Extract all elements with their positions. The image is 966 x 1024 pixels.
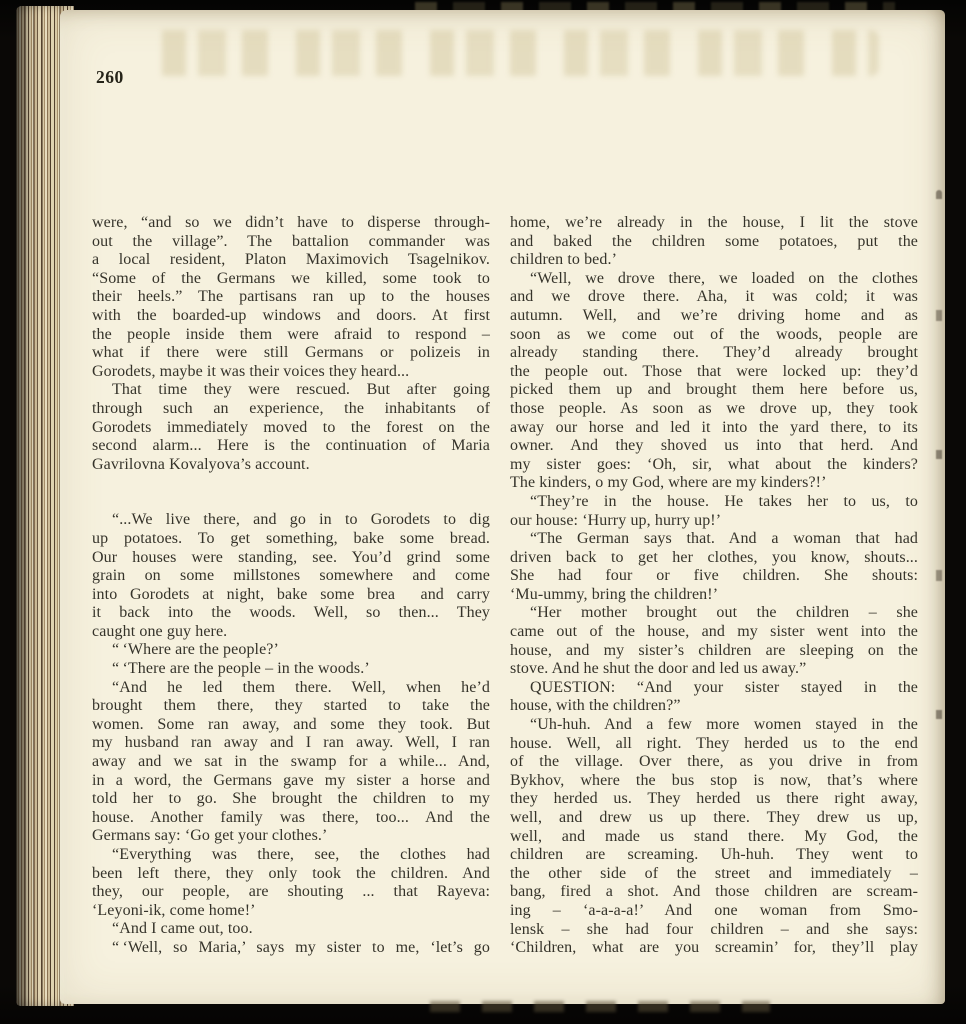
text-line: soon as we come out of the woods, people are — [510, 325, 918, 343]
text-line: were, “and so we didn’t have to disperse through- — [92, 214, 490, 231]
right-text-column — [510, 214, 918, 958]
text-line: grain on some millstones somewhere and come — [92, 567, 490, 585]
text-line: ‘Leyoni-ik, come home!’ — [92, 901, 256, 919]
text-line: brought them there, they started to take the — [92, 697, 490, 715]
text-line: picked them up and brought them here before us, — [510, 381, 918, 399]
text-line: She had four or five children. She shouts: — [510, 567, 918, 585]
text-line: QUESTION: “And your sister stayed in the — [530, 678, 918, 696]
text-line: second alarm... Here is the continuation of Maria — [92, 437, 490, 455]
text-line: bang, fired a shot. And those children are scream- — [510, 883, 918, 901]
text-line: in a word, the Germans gave my sister a horse and — [92, 771, 490, 789]
text-line: and baked the children some potatoes, put the — [510, 232, 918, 250]
text-line: caught one guy here. — [92, 622, 228, 640]
text-line: up potatoes. To get something, bake some bread. — [92, 529, 490, 547]
text-line: and we drove there. Aha, it was cold; it was — [510, 288, 918, 306]
text-line: “Uh-huh. And a few more women stayed in the — [530, 716, 918, 734]
text-line: came out of the house, and my sister went into the — [510, 623, 918, 641]
text-line: “Some of the Germans we killed, some took to — [92, 269, 490, 287]
page-number: 260 — [96, 67, 124, 87]
text-line: they, our people, are shouting ... that Rayeva: — [92, 883, 490, 901]
text-line: ‘Children, what are you screamin’ for, they’ll play — [510, 939, 918, 957]
text-line: Gavrilovna Kovalyova’s account. — [92, 455, 310, 473]
text-line: “And he led them there. Well, when he’d — [112, 678, 490, 696]
bottom-edge-print-bleed — [430, 1001, 770, 1012]
text-line: already standing there. They’d already brought — [510, 344, 918, 362]
text-line: children to bed.’ — [510, 251, 617, 269]
text-line: well, and made us stand there. My God, the — [510, 827, 918, 845]
text-line: their heels.” The partisans ran up to the houses — [92, 288, 490, 306]
text-line: a local resident, Platon Maximovich Tsagelnikov. — [92, 251, 490, 269]
text-line: women. Some ran away, and some they took. But — [92, 715, 490, 733]
text-line: through such an experience, the inhabitants of — [92, 399, 490, 417]
text-line: of the village. Over there, as you drive in from — [510, 753, 918, 771]
text-line: away and we sat in the swamp for a while... And, — [92, 753, 490, 771]
text-line: the people inside them were afraid to respond – — [92, 325, 490, 343]
text-line: been left there, they only took the children. And — [92, 864, 490, 882]
text-line: lensk – she had four children – and she says: — [510, 920, 918, 938]
text-line: it back into the woods. Well, so then... They — [92, 604, 490, 622]
text-line: the other side of the street and immediately – — [510, 864, 918, 882]
text-line: with the boarded-up windows and doors. At first — [92, 306, 490, 324]
text-line: our house: ‘Hurry up, hurry up!’ — [510, 511, 722, 529]
text-line: driven back to get her clothes, you know, shouts... — [510, 548, 918, 566]
text-line: owner. And they shoved us into that herd. And — [510, 437, 918, 455]
text-line: Gorodets, maybe it was their voices they heard... — [92, 362, 410, 380]
text-line: “They’re in the house. He takes her to us, to — [530, 492, 918, 510]
text-line: “Her mother brought out the children – she — [530, 604, 918, 622]
text-line: “Well, we drove there, we loaded on the clothes — [530, 269, 918, 287]
ghost-showthrough-band — [150, 30, 879, 76]
text-line: The kinders, o my God, where are my kinders?!’ — [510, 474, 827, 492]
text-line: “ ‘There are the people – in the woods.’ — [112, 660, 370, 678]
text-line: away our horse and led it into the yard there, to its — [510, 418, 918, 436]
text-line: “The German says that. And a woman that had — [530, 530, 918, 548]
text-line: house, with the children?” — [510, 697, 681, 715]
text-line: what if there were still Germans or polizeis in — [92, 344, 490, 362]
text-line: ‘Mu-ummy, bring the children!’ — [510, 585, 719, 603]
text-line: they herded us. They herded us there right away, — [510, 790, 918, 808]
text-line: Germans say: ‘Go get your clothes.’ — [92, 827, 328, 845]
text-line: “ ‘Well, so Maria,’ says my sister to me, ‘let’s go — [112, 938, 490, 956]
text-line: stove. And he shut the door and led us away.” — [510, 660, 807, 678]
text-line: house. Well, all right. They herded us to the end — [510, 734, 918, 752]
left-text-column — [92, 214, 490, 958]
text-line: ing – ‘a-a-a-a!’ And one woman from Smo- — [510, 901, 918, 919]
text-line: children are screaming. Uh-huh. They went to — [510, 846, 918, 864]
text-line: into Gorodets at night, bake some brea and carry — [92, 585, 490, 603]
text-line: “And I came out, too. — [112, 920, 253, 938]
text-line: Bykhov, where the bus stop is now, that’s where — [510, 771, 918, 789]
text-line: the people out. Those that were locked up: they’d — [510, 362, 918, 380]
text-line: “Everything was there, see, the clothes had — [112, 846, 490, 863]
text-line: house, and my sister’s children are sleeping on the — [510, 641, 918, 659]
text-line: “ ‘Where are the people?’ — [112, 641, 279, 659]
text-line: my sister goes: ‘Oh, sir, what about the kinders? — [510, 455, 918, 473]
text-line: house. Another family was there, too... And the — [92, 808, 490, 826]
text-line: Our houses were standing, see. You’d grind some — [92, 548, 490, 566]
text-columns — [92, 214, 918, 958]
text-line: home, we’re already in the house, I lit the stove — [510, 214, 918, 231]
page-edge-specks — [936, 190, 942, 750]
text-line: well, and drew us up there. They drew us up, — [510, 809, 918, 826]
text-line: told her to go. She brought the children to my — [92, 790, 490, 808]
text-line: my husband ran away and I ran away. Well, I ran — [92, 734, 490, 752]
text-line: “...We live there, and go in to Gorodets to dig — [112, 511, 490, 529]
text-line: That time they were rescued. But after going — [112, 381, 490, 399]
book-page — [60, 10, 945, 1004]
text-line: Gorodets immediately moved to the forest on the — [92, 418, 490, 436]
text-line: autumn. Well, and we’re driving home and as — [510, 306, 918, 324]
text-line: those people. As soon as we drove up, they took — [510, 399, 918, 417]
text-line: out the village”. The battalion commander was — [92, 232, 490, 250]
